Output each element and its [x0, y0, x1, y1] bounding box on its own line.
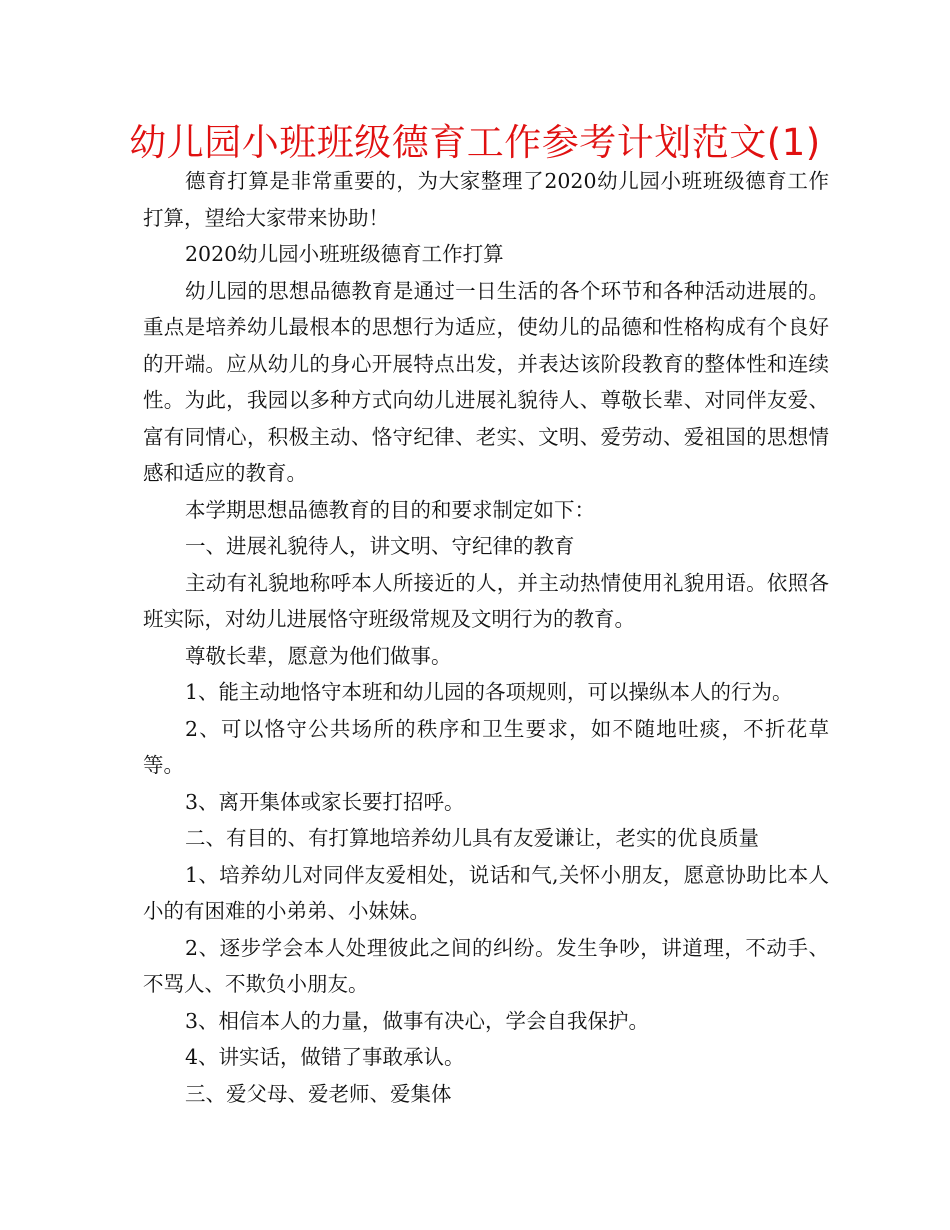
- section-heading: 二、有目的、有打算地培养幼儿具有友爱谦让，老实的优良质量: [185, 826, 759, 850]
- document-title: 幼儿园小班班级德育工作参考计划范文(1): [129, 121, 821, 164]
- paragraph: 主动有礼貌地称呼本人所接近的人，并主动热情使用礼貌用语。依照各班实际，对幼儿进展恪守班级常规及文明行为的教育。: [143, 570, 829, 631]
- paragraph: 尊敬长辈，愿意为他们做事。: [185, 643, 452, 668]
- section-heading: 三、爱父母、爱老师、爱集体: [185, 1081, 452, 1106]
- list-item: 1、培养幼儿对同伴友爱相处，说话和气,关怀小朋友，愿意协助比本人小的有困难的小弟弟、小妹妹。: [143, 862, 829, 923]
- paragraph: 本学期思想品德教育的目的和要求制定如下：: [185, 497, 595, 522]
- list-item: 1、能主动地恪守本班和幼儿园的各项规则，可以操纵本人的行为。: [185, 680, 793, 704]
- section-heading: 一、进展礼貌待人，讲文明、守纪律的教育: [185, 534, 575, 558]
- paragraph: 德育打算是非常重要的，为大家整理了2020幼儿园小班班级德育工作打算，望给大家带来协助！: [143, 169, 829, 230]
- document-body: [143, 163, 829, 1112]
- list-item: 3、离开集体或家长要打招呼。: [185, 789, 465, 814]
- list-item: 2、可以恪守公共场所的秩序和卫生要求，如不随地吐痰，不折花草等。: [143, 716, 829, 777]
- list-item: 2、逐步学会本人处理彼此之间的纠纷。发生争吵，讲道理，不动手、不骂人、不欺负小朋友。: [143, 935, 829, 996]
- list-item: 4、讲实话，做错了事敢承认。: [185, 1045, 465, 1069]
- paragraph: 幼儿园的思想品德教育是通过一日生活的各个环节和各种活动进展的。重点是培养幼儿最根本的思想行为适应，使幼儿的品德和性格构成有个良好的开端。应从幼儿的身心开展特点出发，并表达该阶段教育的整体性和连续性。为此，我园以多种方式向幼儿进展礼貌待人、尊敬长辈、对同伴友爱、富有同情心，积极主动、恪守纪律、老实、文明、爱劳动、爱祖国的思想情感和适应的教育。: [143, 278, 829, 485]
- list-item: 3、相信本人的力量，做事有决心，学会自我保护。: [185, 1008, 650, 1033]
- paragraph: 2020幼儿园小班班级德育工作打算: [185, 242, 504, 266]
